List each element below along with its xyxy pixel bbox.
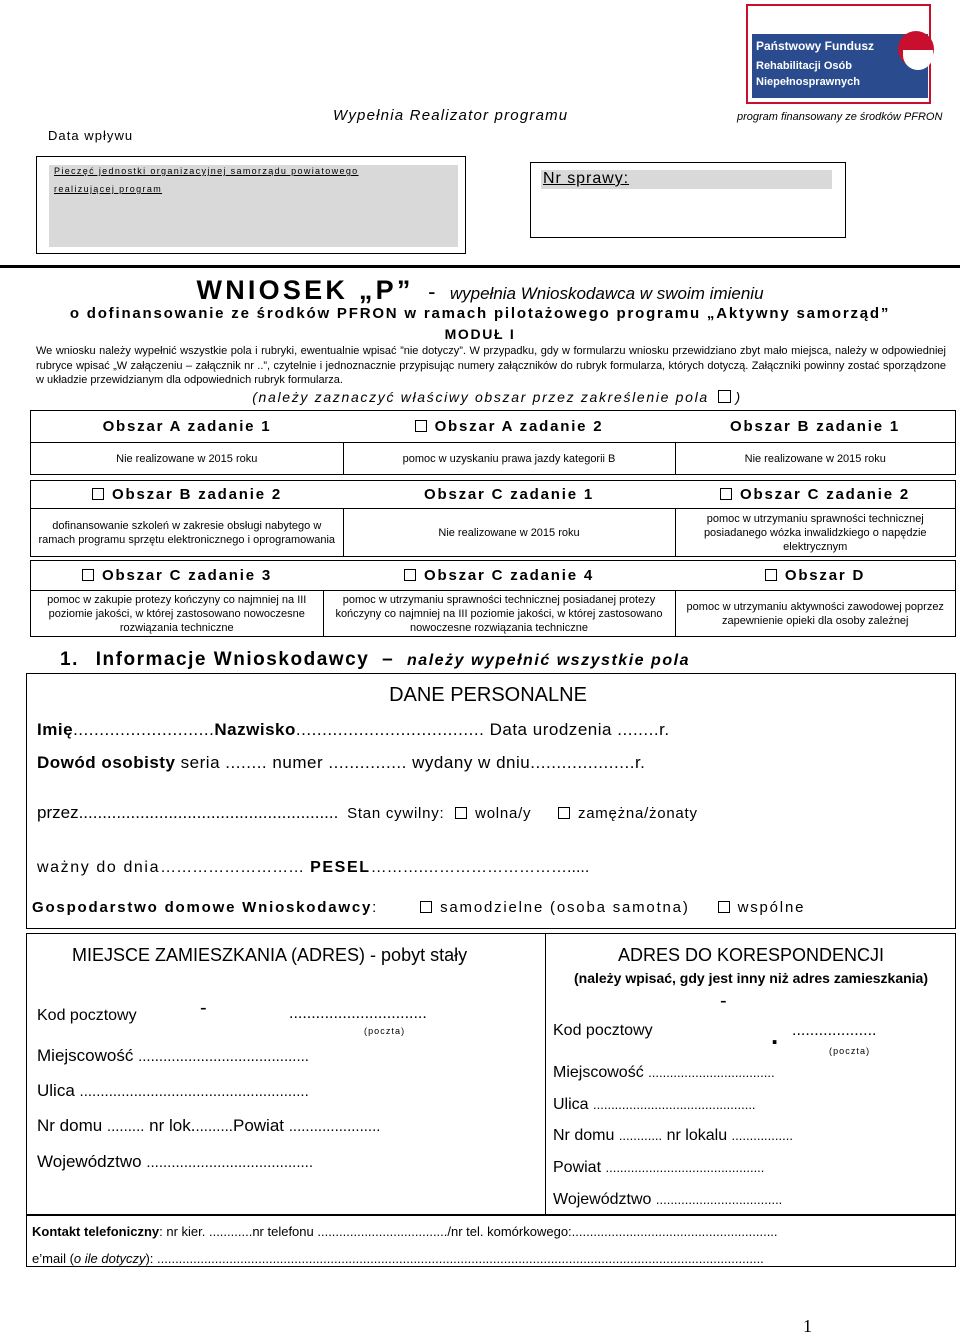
checkbox-icon[interactable] (558, 807, 570, 819)
przez-label: przez (37, 803, 79, 822)
checkbox-icon[interactable] (82, 569, 94, 581)
right-kod-dot: . (771, 1020, 779, 1050)
logo-line-1: Państwowy Fundusz (756, 39, 875, 53)
selection-note (0, 389, 960, 405)
nr-lok-field[interactable]: ......... (195, 1118, 233, 1135)
nr-domu-label: Nr domu (37, 1116, 103, 1135)
left-miejscowosc-field[interactable]: ......................................... (138, 1048, 309, 1065)
checkbox-icon[interactable] (420, 901, 432, 913)
area-c4-desc: pomoc w utrzymaniu sprawności technicznej posiadanej protezy kończyny co najmniej na III poziomie jakości, w której zastosowano nowoczesne rozwiązania techniczne (323, 591, 675, 637)
area-b2-desc: dofinansowanie szkoleń w zakresie obsługi nabytego w ramach programu sprzętu elektronicznego i oprogramowania (31, 509, 344, 557)
checkbox-icon[interactable] (718, 901, 730, 913)
wolna-option[interactable] (455, 805, 531, 822)
case-number-label: Nr sprawy: (543, 170, 630, 187)
ulica-label: Ulica (37, 1081, 75, 1100)
nr-lok-label: nr lok. (149, 1116, 196, 1135)
right-nr-lokalu-field[interactable]: ................. (731, 1128, 793, 1143)
stamp-box (36, 156, 466, 254)
area-c4[interactable] (323, 561, 675, 591)
area-c1 (343, 481, 675, 509)
area-b1-title: Obszar B zadanie 1 (730, 418, 900, 435)
checkbox-icon[interactable] (404, 569, 416, 581)
personal-heading: DANE PERSONALNE (389, 684, 587, 706)
wojewodztwo-label: Województwo (37, 1152, 142, 1171)
area-c2-desc: pomoc w utrzymaniu sprawności technicznej posiadanego wózka inwalidzkiego o napędzie elektrycznym (675, 509, 956, 557)
r-suffix: r. (634, 753, 646, 772)
left-poczta-label: (poczta) (364, 1026, 406, 1036)
form-title: WNIOSEK „P” (196, 275, 414, 305)
area-a1-desc: Nie realizowane w 2015 roku (31, 443, 344, 475)
right-address-heading: ADRES DO KORESPONDENCJI (617, 945, 885, 965)
zamezna-option[interactable] (558, 805, 698, 822)
id-row (37, 753, 645, 773)
pesel-field[interactable]: ……….………………………..... (370, 859, 590, 876)
left-kod-dash: - (200, 997, 207, 1019)
stamp-label-1: Pieczęć jednostki organizacyjnej samorządu powiatowego (54, 166, 359, 176)
area-b1-desc: Nie realizowane w 2015 roku (675, 443, 956, 475)
area-c3-title: Obszar C zadanie 3 (102, 567, 272, 584)
area-c1-desc: Nie realizowane w 2015 roku (343, 509, 675, 557)
title-dash: - (428, 279, 436, 304)
right-powiat-row (553, 1159, 764, 1177)
przez-field[interactable]: ....................................................... (78, 803, 339, 822)
area-a2-title: Obszar A zadanie 2 (434, 418, 604, 435)
left-powiat-field[interactable]: ...................... (288, 1118, 381, 1135)
checkbox-icon[interactable] (765, 569, 777, 581)
area-a1 (31, 411, 344, 443)
wydany-field[interactable]: .................... (530, 753, 635, 772)
left-nr-row (37, 1116, 380, 1136)
household-colon: : (372, 899, 379, 916)
right-kod-label: Kod pocztowy (553, 1022, 653, 1039)
dowod-label: Dowód osobisty (37, 753, 176, 772)
section-note: należy wypełnić wszystkie pola (407, 652, 691, 669)
right-kod-dash-top: - (720, 990, 727, 1012)
right-poczta-label: (poczta) (829, 1046, 871, 1056)
household-label: Gospodarstwo domowe Wnioskodawcy (32, 899, 373, 916)
powiat-label: Powiat (232, 1116, 285, 1135)
numer-field[interactable]: ............... (328, 753, 407, 772)
page-number: 1 (803, 1316, 812, 1336)
data-wplywu-label: Data wpływu (48, 128, 134, 143)
nazwisko-field[interactable]: .................................... (295, 720, 485, 739)
powiat-label: Powiat (553, 1159, 602, 1176)
selection-note-prefix: (należy zaznaczyć właściwy obszar przez zakreślenie pola (252, 389, 709, 405)
data-urodzenia-label: Data urodzenia (489, 720, 613, 739)
area-b1 (675, 411, 956, 443)
email-row (32, 1251, 937, 1266)
right-woj-row (553, 1191, 782, 1209)
right-powiat-field[interactable]: ............................................ (605, 1160, 765, 1175)
samodzielne-option[interactable] (420, 899, 690, 916)
instructions: We wniosku należy wypełnić wszystkie pola i rubryki, ewentualnie wpisać ”nie dotyczy”. W przypadku, gdy w formularzu wniosku przewidziano zbyt mało miejsca, należy w odpowiedniej rubryce wpisać „W załączeniu – załącznik nr ..”, czytelnie i jednoznacznie przypisując numery załączników do rubryk formularza, których dotyczą. Załączniki powinny zostać sporządzone w układzie przewidzianym dla odpowiednich rubryk formularza. (36, 345, 946, 386)
name-row (37, 720, 670, 740)
right-ulica-row (553, 1096, 756, 1114)
right-nr-domu-field[interactable]: ............ (618, 1128, 663, 1143)
imie-label: Imię (37, 720, 74, 739)
area-a1-title: Obszar A zadanie 1 (102, 418, 272, 435)
wazny-label: ważny do dnia (37, 859, 161, 876)
areas-row-1 (30, 410, 956, 475)
logo-line-3: Niepełnosprawnych (756, 76, 860, 88)
r-suffix: r. (659, 720, 670, 739)
wazny-field[interactable]: ……………………… (160, 859, 305, 876)
data-urodzenia-field[interactable]: ........ (617, 720, 660, 739)
contact-label: Kontakt telefoniczny (32, 1224, 160, 1239)
areas-row-3 (30, 560, 956, 637)
seria-field[interactable]: ........ (225, 753, 268, 772)
personal-data-box (26, 673, 956, 929)
nazwisko-label: Nazwisko (214, 720, 296, 739)
samodzielne-label: samodzielne (osoba samotna) (440, 899, 690, 916)
right-miejscowosc-field[interactable]: ................................... (648, 1065, 775, 1080)
area-a2-desc: pomoc w uzyskaniu prawa jazdy kategorii B (343, 443, 675, 475)
pesel-label: PESEL (310, 859, 371, 876)
area-b2[interactable] (31, 481, 344, 509)
address-left-box (26, 933, 546, 1215)
left-woj-row (37, 1152, 313, 1172)
imie-field[interactable]: ........................... (73, 720, 215, 739)
miejscowosc-label: Miejscowość (37, 1046, 134, 1065)
left-address-heading: MIEJSCE ZAMIESZKANIA (ADRES) - pobyt stały (72, 945, 468, 965)
right-address-note: (należy wpisać, gdy jest inny niż adres zamieszkania) (573, 970, 929, 986)
nr-domu-label: Nr domu (553, 1127, 615, 1144)
stan-cywilny-label: Stan cywilny: (347, 805, 445, 822)
right-nr-row (553, 1127, 793, 1145)
wspolne-label: wspólne (737, 899, 806, 916)
area-c3[interactable] (31, 561, 324, 591)
area-d-title: Obszar D (784, 567, 866, 584)
form-subtitle: wypełnia Wnioskodawca w swoim imieniu (449, 284, 764, 303)
checkbox-icon[interactable] (415, 420, 427, 432)
contact-row (32, 1224, 778, 1239)
email-prefix: e’mail ( (32, 1251, 74, 1266)
area-c2-title: Obszar C zadanie 2 (740, 486, 910, 503)
issuer-row (37, 803, 698, 823)
area-b2-title: Obszar B zadanie 2 (112, 486, 282, 503)
area-a2[interactable] (343, 411, 675, 443)
checkbox-icon[interactable] (455, 807, 467, 819)
area-d-desc: pomoc w utrzymaniu aktywności zawodowej poprzez zapewnienie opieki dla osoby zależnej (675, 591, 956, 637)
email-field[interactable]: ): ........................................................................................................................................................................ (145, 1251, 764, 1266)
email-note: o ile dotyczy (73, 1251, 146, 1266)
left-miejscowosc-row (37, 1046, 309, 1066)
area-c3-desc: pomoc w zakupie protezy kończyny co najmniej na III poziomie jakości, w której zastosowano nowoczesne rozwiązania techniczne (31, 591, 324, 637)
selection-note-suffix: ) (735, 389, 742, 405)
numer-label: numer (272, 753, 324, 772)
logo-line-2: Rehabilitacji Osób (756, 60, 852, 72)
left-woj-field[interactable]: ........................................ (146, 1154, 314, 1171)
left-nr-domu-field[interactable]: ......... (106, 1118, 145, 1135)
wydany-label: wydany w dniu (412, 753, 531, 772)
section-1-heading (60, 649, 690, 671)
seria-label: seria (180, 753, 221, 772)
area-c2[interactable] (675, 481, 956, 509)
wspolne-option[interactable] (718, 899, 806, 916)
validity-row (37, 859, 589, 877)
wolna-label: wolna/y (475, 805, 532, 822)
case-number-box (530, 162, 846, 238)
left-poczta-field[interactable]: ............................... (289, 1005, 427, 1022)
right-poczta-field[interactable]: ................... (792, 1022, 877, 1039)
right-miejscowosc-row (553, 1064, 775, 1082)
checkbox-icon (718, 390, 731, 403)
areas-row-2 (30, 480, 956, 557)
ulica-label: Ulica (553, 1096, 589, 1113)
title-line-2: o dofinansowanie ze środków PFRON w ramach pilotażowego programu „Aktywny samorząd” (69, 305, 891, 322)
section-dash: – (382, 649, 395, 670)
right-ulica-field[interactable]: ............................................. (593, 1097, 756, 1112)
miejscowosc-label: Miejscowość (553, 1064, 644, 1081)
checkbox-icon[interactable] (92, 488, 104, 500)
title-line (0, 275, 960, 306)
stamp-field[interactable] (49, 165, 458, 247)
wojewodztwo-label: Województwo (553, 1191, 652, 1208)
area-c1-title: Obszar C zadanie 1 (424, 486, 594, 503)
zamezna-label: zamężna/żonaty (577, 805, 698, 822)
realizator-label: Wypełnia Realizator programu (333, 107, 569, 124)
left-ulica-field[interactable]: ....................................................... (79, 1083, 309, 1100)
household-row (32, 899, 805, 916)
checkbox-icon[interactable] (720, 488, 732, 500)
nr-lokalu-label: nr lokalu (666, 1127, 728, 1144)
left-kod-label: Kod pocztowy (37, 1007, 137, 1024)
left-ulica-row (37, 1081, 309, 1101)
pfron-logo (746, 4, 931, 104)
header-divider (0, 265, 960, 268)
contact-fields[interactable]: : nr kier. ............nr telefonu ..................................../nr tel. komórkowego:......................................................... (159, 1224, 778, 1239)
section-number: 1. (60, 649, 79, 670)
right-woj-field[interactable]: ................................... (655, 1192, 783, 1207)
area-d[interactable] (675, 561, 956, 591)
stamp-label-2: realizującej program (54, 184, 163, 194)
section-title: Informacje Wnioskodawcy (95, 649, 370, 670)
module-label: MODUŁ I (444, 326, 516, 342)
financing-note: program finansowany ze środków PFRON (737, 111, 943, 123)
area-c4-title: Obszar C zadanie 4 (424, 567, 594, 584)
